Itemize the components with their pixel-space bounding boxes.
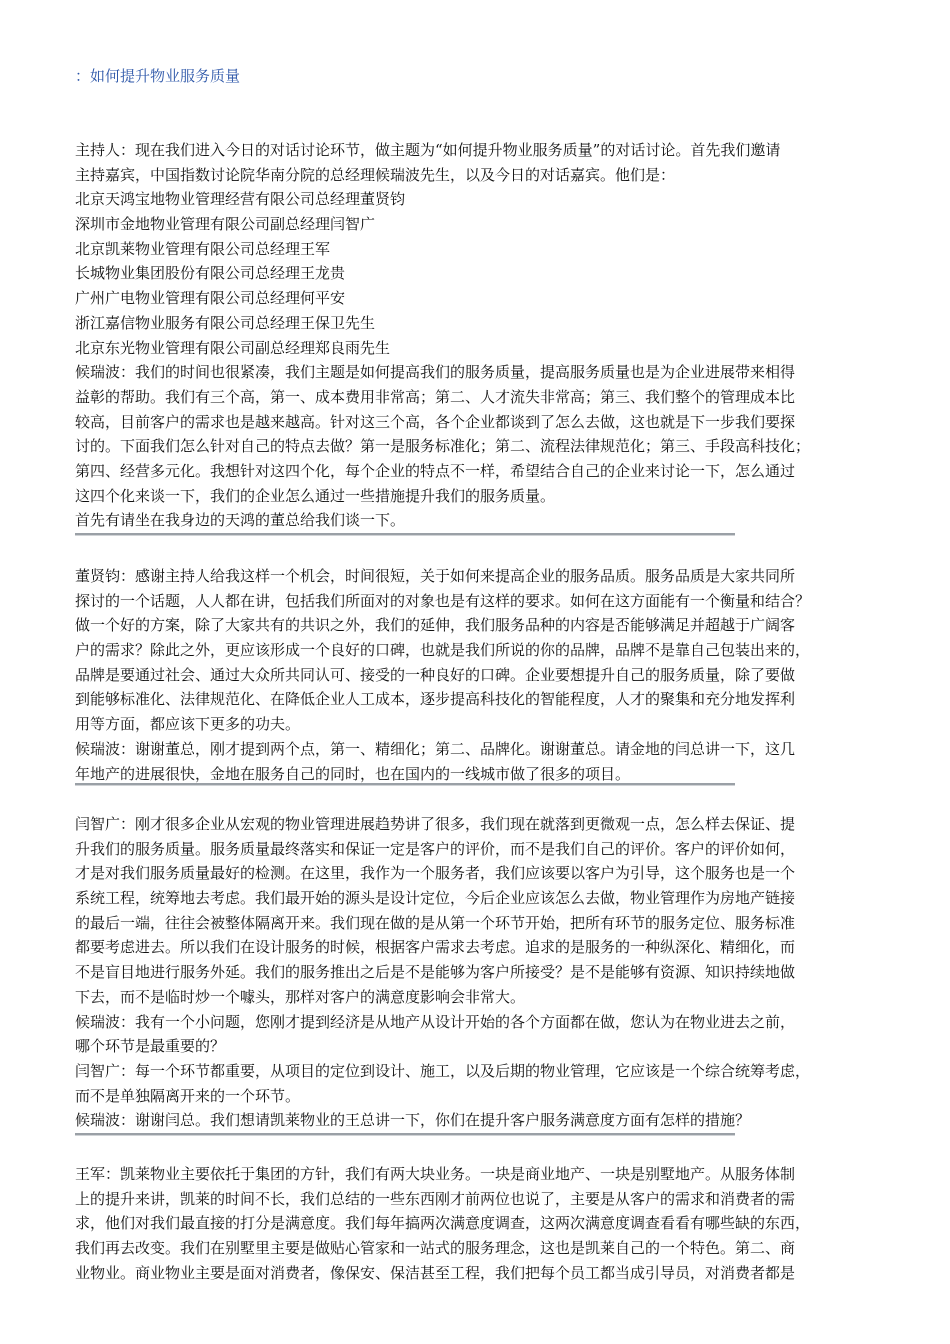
text-line: 北京天鸿宝地物业管理经营有限公司总经理董贤钧 xyxy=(75,190,406,209)
text-line: 年地产的进展很快，金地在服务自己的同时，也在国内的一线城市做了很多的项目。 xyxy=(75,764,631,783)
text-line: 益彰的帮助。我们有三个高，第一、成本费用非常高；第二、人才流失非常高；第三、我们整个的管理成本比 xyxy=(75,387,796,406)
text-line: 主持嘉宾，中国指数讨论院华南分院的总经理候瑞波先生，以及今日的对话嘉宾。他们是： xyxy=(75,165,676,184)
text-line: 候瑞波：谢谢董总，刚才提到两个点，第一、精细化；第二、品牌化。谢谢董总。请金地的闫总讲一下，这几 xyxy=(75,739,796,758)
text-line: 而不是单独隔离开来的一个环节。 xyxy=(75,1086,301,1105)
section-divider xyxy=(75,1133,735,1135)
text-line: 的最后一端，往往会被整体隔离开来。我们现在做的是从第一个环节开始，把所有环节的服务定位、服务标准 xyxy=(75,913,796,932)
document-title: ：如何提升物业服务质量 xyxy=(75,67,241,85)
text-line: 北京凯莱物业管理有限公司总经理王军 xyxy=(75,239,331,258)
text-line: 都要考虑进去。所以我们在设计服务的时候，根据客户需求去考虑。追求的是服务的一种纵深化、精细化，而 xyxy=(75,938,796,957)
text-line: 下去，而不是临时炒一个噱头，那样对客户的满意度影响会非常大。 xyxy=(75,987,526,1006)
text-line: 我们再去改变。我们在别墅里主要是做贴心管家和一站式的服务理念，这也是凯莱自己的一个特色。第二、商 xyxy=(75,1239,796,1258)
text-line: 业物业。商业物业主要是面对消费者，像保安、保洁甚至工程，我们把每个员工都当成引导员，对消费者都是 xyxy=(75,1263,796,1282)
text-line: 王军：凯莱物业主要依托于集团的方针，我们有两大块业务。一块是商业地产、一块是别墅地产。从服务体制 xyxy=(75,1165,796,1183)
section-dong xyxy=(75,564,887,786)
text-line: 主持人：现在我们进入今日的对话讨论环节，做主题为“如何提升物业服务质量”的对话讨论。首先我们邀请 xyxy=(75,141,781,159)
text-line: 候瑞波：我有一个小问题，您刚才提到经济是从地产从设计开始的各个方面都在做，您认为在物业进去之前， xyxy=(75,1012,796,1031)
section-divider xyxy=(75,533,735,535)
text-line: 候瑞波：谢谢闫总。我们想请凯莱物业的王总讲一下，你们在提升客户服务满意度方面有怎样的措施？ xyxy=(75,1111,751,1130)
text-line: 深圳市金地物业管理有限公司副总经理闫智广 xyxy=(75,215,376,234)
text-line: 哪个环节是最重要的？ xyxy=(75,1037,226,1056)
text-line: 用等方面，都应该下更多的功夫。 xyxy=(75,715,301,734)
text-line: 董贤钧：感谢主持人给我这样一个机会，时间很短，关于如何来提高企业的服务品质。服务品质是大家共同所 xyxy=(75,567,796,585)
text-line: 探讨的一个话题，人人都在讲，包括我们所面对的对象也是有这样的要求。如何在这方面能有一个衡量和结合？ xyxy=(75,591,811,610)
section-host-intro xyxy=(75,138,887,533)
text-line: 上的提升来讲，凯莱的时间不长，我们总结的一些东西刚才前两位也说了，主要是从客户的需求和消费者的需 xyxy=(75,1189,796,1208)
text-line: 才是对我们服务质量最好的检测。在这里，我作为一个服务者，我们应该要以客户为引导，这个服务也是一个 xyxy=(75,864,796,883)
text-line: 到能够标准化、法律规范化、在降低企业人工成本，逐步提高科技化的智能程度，人才的聚集和充分地发挥利 xyxy=(75,690,796,709)
text-line: 品牌是要通过社会、通过大众所共同认可、接受的一种良好的口碑。企业要想提升自己的服务质量，除了要做 xyxy=(75,665,796,684)
text-line: 不是盲目地进行服务外延。我们的服务推出之后是不是能够为客户所接受？是不是能够有资源、知识持续地做 xyxy=(75,963,796,982)
text-line: 闫智广：每一个环节都重要，从项目的定位到设计、施工，以及后期的物业管理，它应该是一个综合统筹考虑， xyxy=(75,1061,811,1080)
text-line: 升我们的服务质量。服务质量最终落实和保证一定是客户的评价，而不是我们自己的评价。客户的评价如何， xyxy=(75,839,796,858)
text-line: 浙江嘉信物业服务有限公司总经理王保卫先生 xyxy=(75,313,376,332)
text-line: 讨的。下面我们怎么针对自己的特点去做？第一是服务标准化；第二、流程法律规范化；第三、手段高科技化； xyxy=(75,437,811,456)
section-divider xyxy=(75,783,735,785)
text-line: 做一个好的方案，除了大家共有的共识之外，我们的延伸，我们服务品种的内容是否能够满足并超越于广阔客 xyxy=(75,616,796,635)
text-line: 首先有请坐在我身边的天鸿的董总给我们谈一下。 xyxy=(75,511,406,530)
text-line: 长城物业集团股份有限公司总经理王龙贵 xyxy=(75,264,346,283)
text-line: 这四个化来谈一下，我们的企业怎么通过一些措施提升我们的服务质量。 xyxy=(75,486,556,505)
text-line: 北京东光物业管理有限公司副总经理郑良雨先生 xyxy=(75,338,391,357)
text-line: 较高，目前客户的需求也是越来越高。针对这三个高，各个企业都谈到了怎么去做，这也就是下一步我们要探 xyxy=(75,412,796,431)
section-yan xyxy=(75,812,887,1133)
section-wang xyxy=(75,1162,887,1285)
text-line: 闫智广：刚才很多企业从宏观的物业管理进展趋势讲了很多，我们现在就落到更微观一点，怎么样去保证、提 xyxy=(75,815,796,833)
text-line: 户的需求？除此之外，更应该形成一个良好的口碑，也就是我们所说的你的品牌，品牌不是靠自己包装出来的， xyxy=(75,641,811,660)
text-line: 求，他们对我们最直接的打分是满意度。我们每年搞两次满意度调查，这两次满意度调查看看有哪些缺的东西， xyxy=(75,1214,811,1233)
text-line: 候瑞波：我们的时间也很紧凑，我们主题是如何提高我们的服务质量，提高服务质量也是为企业进展带来相得 xyxy=(75,363,796,382)
text-line: 系统工程，统筹地去考虑。我们最开始的源头是设计定位，今后企业应该怎么去做，物业管理作为房地产链接 xyxy=(75,889,796,908)
text-line: 广州广电物业管理有限公司总经理何平安 xyxy=(75,289,346,308)
text-line: 第四、经营多元化。我想针对这四个化，每个企业的特点不一样，希望结合自己的企业来讨论一下，怎么通过 xyxy=(75,461,796,480)
